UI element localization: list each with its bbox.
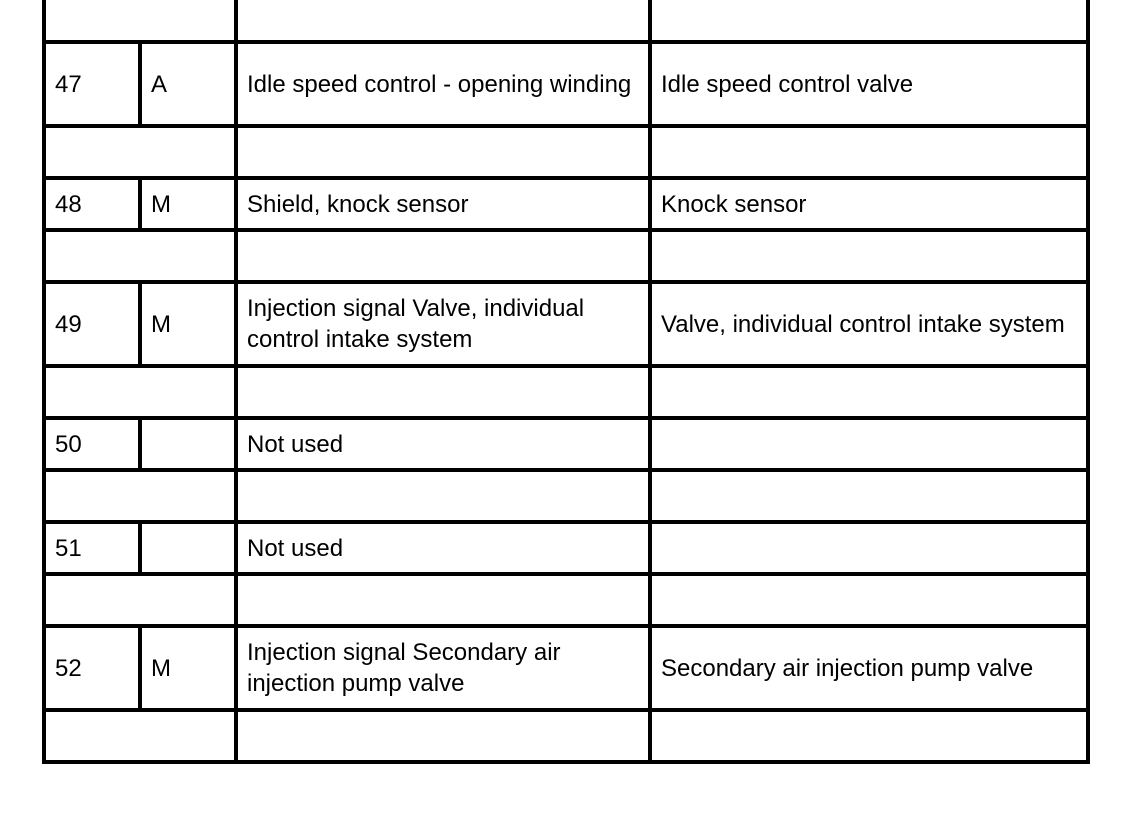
spacer-row (44, 366, 1088, 418)
pin-number-cell: 48 (44, 178, 140, 230)
table-row (44, 282, 1088, 366)
signal-type-cell: M (140, 178, 236, 230)
spacer-cell (236, 0, 650, 42)
spacer-cell (650, 574, 1088, 626)
signal-description-cell: Not used (236, 418, 650, 470)
spacer-row (44, 574, 1088, 626)
spacer-cell (44, 710, 236, 762)
component-cell (650, 418, 1088, 470)
pin-number-cell: 51 (44, 522, 140, 574)
spacer-cell (44, 470, 236, 522)
table-row (44, 418, 1088, 470)
table-row (44, 626, 1088, 710)
spacer-cell (650, 230, 1088, 282)
signal-type-cell (140, 522, 236, 574)
signal-description-cell: Injection signal Valve, individual control intake system (236, 282, 650, 366)
table-row (44, 522, 1088, 574)
spacer-row (44, 710, 1088, 762)
spacer-cell (44, 126, 236, 178)
signal-type-cell: M (140, 626, 236, 710)
spacer-cell (236, 366, 650, 418)
spacer-row (44, 230, 1088, 282)
pin-number-cell: 47 (44, 42, 140, 126)
pin-assignment-table (42, 0, 1090, 764)
component-cell: Secondary air injection pump valve (650, 626, 1088, 710)
component-cell: Knock sensor (650, 178, 1088, 230)
spacer-cell (650, 366, 1088, 418)
component-cell: Idle speed control valve (650, 42, 1088, 126)
signal-type-cell: M (140, 282, 236, 366)
spacer-cell (650, 126, 1088, 178)
table-row (44, 42, 1088, 126)
spacer-row (44, 0, 1088, 42)
component-cell (650, 522, 1088, 574)
spacer-row (44, 126, 1088, 178)
signal-type-cell (140, 418, 236, 470)
pin-number-cell: 52 (44, 626, 140, 710)
signal-description-cell: Shield, knock sensor (236, 178, 650, 230)
spacer-cell (44, 0, 236, 42)
component-cell: Valve, individual control intake system (650, 282, 1088, 366)
spacer-row (44, 470, 1088, 522)
signal-description-cell: Not used (236, 522, 650, 574)
spacer-cell (650, 710, 1088, 762)
spacer-cell (236, 574, 650, 626)
spacer-cell (650, 0, 1088, 42)
spacer-cell (44, 230, 236, 282)
signal-description-cell: Idle speed control - opening winding (236, 42, 650, 126)
pin-number-cell: 49 (44, 282, 140, 366)
spacer-cell (44, 366, 236, 418)
signal-type-cell: A (140, 42, 236, 126)
spacer-cell (236, 230, 650, 282)
spacer-cell (650, 470, 1088, 522)
spacer-cell (236, 710, 650, 762)
spacer-cell (44, 574, 236, 626)
signal-description-cell: Injection signal Secondary air injection pump valve (236, 626, 650, 710)
spacer-cell (236, 126, 650, 178)
spacer-cell (236, 470, 650, 522)
table-row (44, 178, 1088, 230)
pin-number-cell: 50 (44, 418, 140, 470)
